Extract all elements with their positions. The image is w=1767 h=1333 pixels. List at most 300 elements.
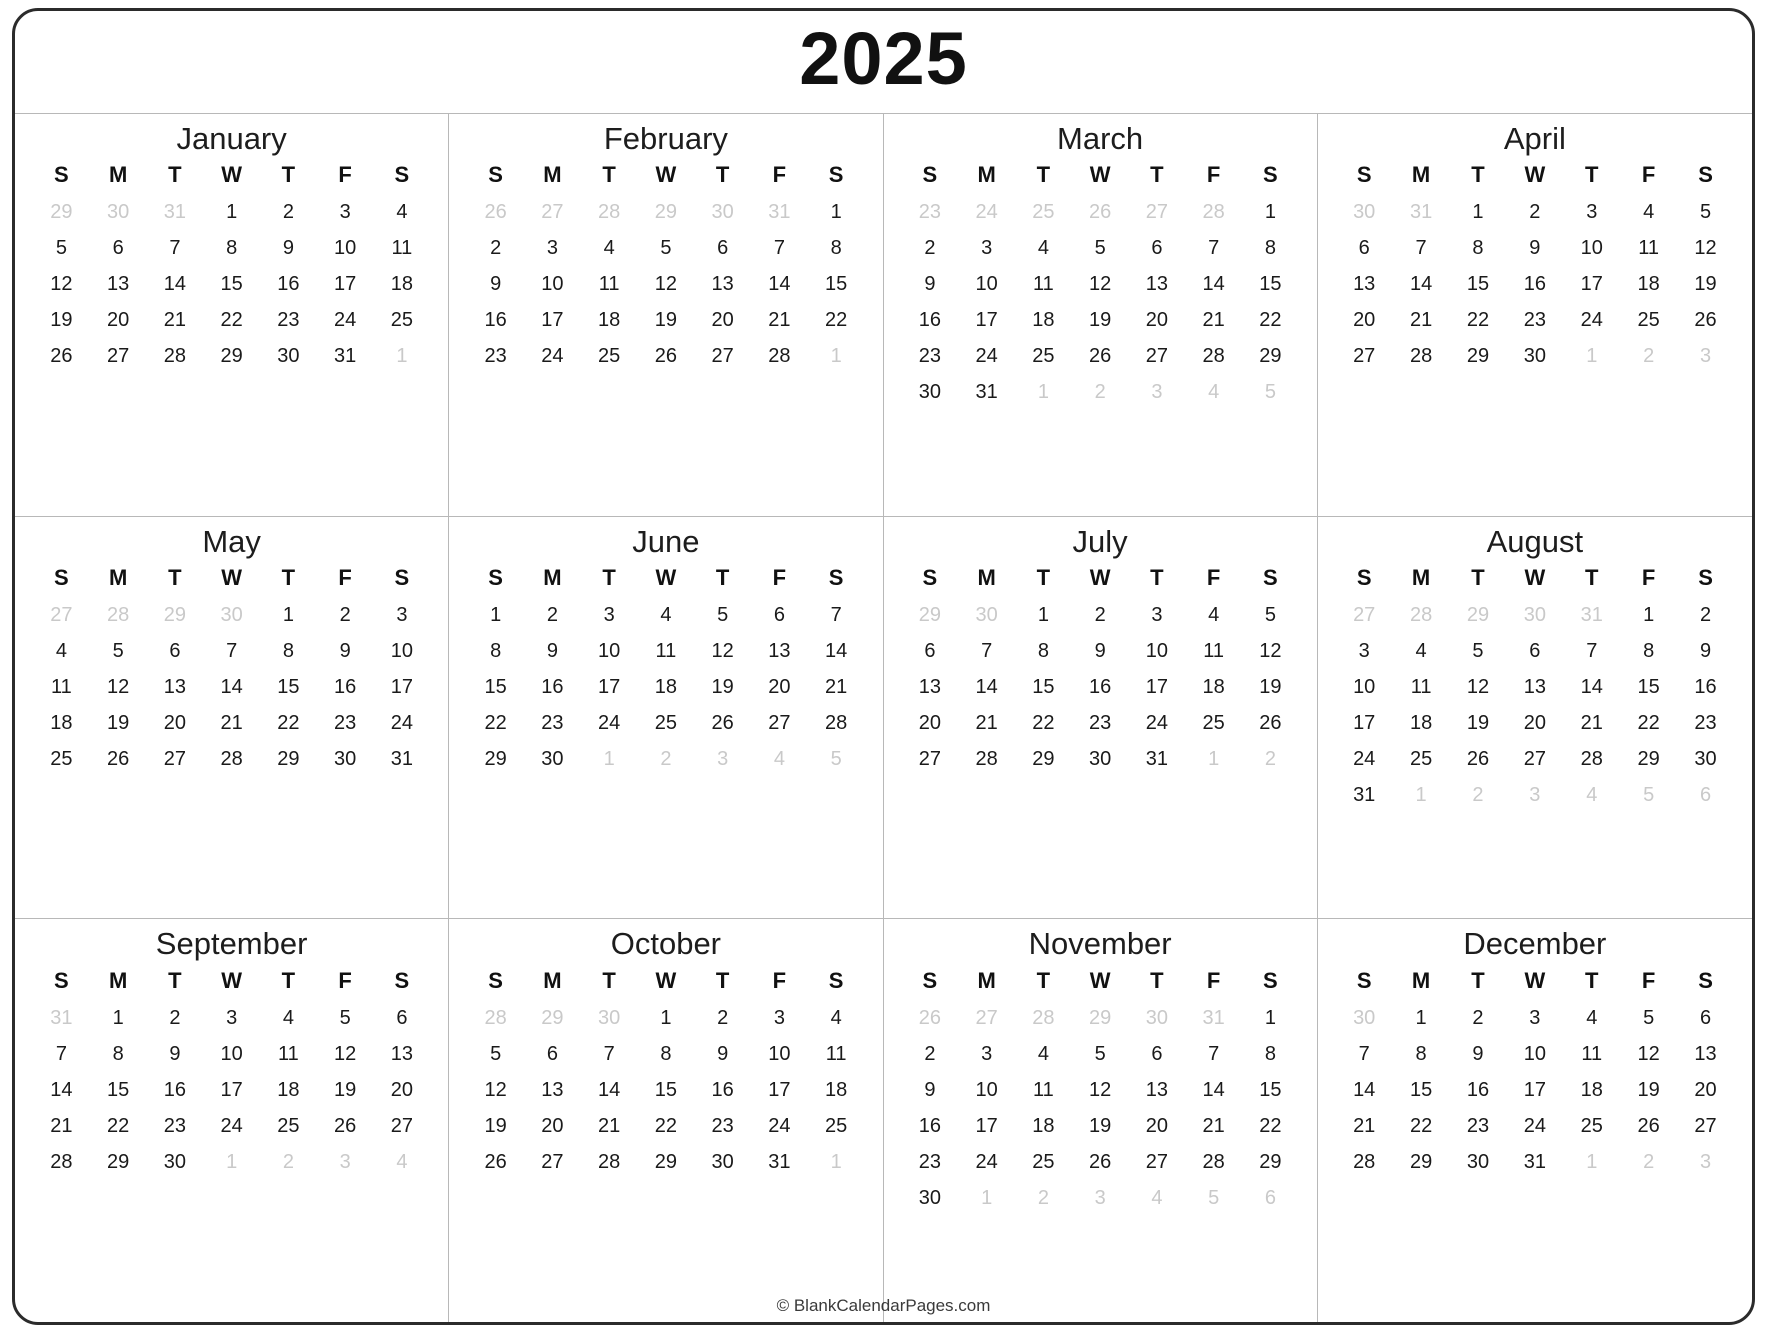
day-cell[interactable]: 24 (768, 1114, 791, 1137)
day-cell[interactable]: 10 (390, 639, 413, 662)
day-cell-adjacent-month[interactable]: 1 (981, 1186, 993, 1209)
day-cell-adjacent-month[interactable]: 1 (1415, 783, 1427, 806)
day-cell[interactable]: 12 (1694, 237, 1717, 260)
day-cell[interactable]: 14 (1202, 273, 1225, 296)
day-cell-adjacent-month[interactable]: 27 (50, 603, 73, 626)
day-cell-adjacent-month[interactable]: 4 (1208, 381, 1220, 404)
day-cell-adjacent-month[interactable]: 4 (773, 747, 785, 770)
day-cell-adjacent-month[interactable]: 27 (541, 201, 564, 224)
day-cell[interactable]: 21 (220, 711, 243, 734)
day-cell[interactable]: 26 (1694, 309, 1717, 332)
day-cell-adjacent-month[interactable]: 27 (975, 1006, 998, 1029)
day-cell[interactable]: 6 (396, 1006, 408, 1029)
day-cell[interactable]: 21 (1202, 309, 1225, 332)
day-cell[interactable]: 3 (546, 237, 558, 260)
day-cell[interactable]: 1 (490, 603, 502, 626)
day-cell[interactable]: 8 (1472, 237, 1484, 260)
day-cell-adjacent-month[interactable]: 30 (1523, 603, 1546, 626)
day-cell-adjacent-month[interactable]: 23 (918, 201, 941, 224)
day-cell-adjacent-month[interactable]: 30 (1353, 1006, 1376, 1029)
day-cell[interactable]: 10 (334, 237, 357, 260)
day-cell[interactable]: 24 (390, 711, 413, 734)
day-cell[interactable]: 2 (169, 1006, 181, 1029)
day-cell[interactable]: 26 (107, 747, 130, 770)
day-cell-adjacent-month[interactable]: 29 (654, 201, 677, 224)
day-cell-adjacent-month[interactable]: 28 (1032, 1006, 1055, 1029)
day-cell[interactable]: 6 (717, 237, 729, 260)
day-cell[interactable]: 23 (711, 1114, 734, 1137)
day-cell[interactable]: 26 (1259, 711, 1282, 734)
day-cell-adjacent-month[interactable]: 1 (1586, 1150, 1598, 1173)
day-cell[interactable]: 6 (1699, 1006, 1712, 1029)
day-cell[interactable]: 18 (390, 273, 413, 296)
day-cell[interactable]: 18 (1032, 309, 1055, 332)
day-cell[interactable]: 18 (1032, 1114, 1055, 1137)
day-cell[interactable]: 12 (654, 273, 677, 296)
day-cell[interactable]: 4 (396, 201, 408, 224)
day-cell[interactable]: 10 (541, 273, 564, 296)
day-cell[interactable]: 28 (1353, 1150, 1376, 1173)
day-cell-adjacent-month[interactable]: 1 (1586, 345, 1598, 368)
day-cell[interactable]: 4 (1037, 237, 1049, 260)
day-cell[interactable]: 23 (918, 345, 941, 368)
day-cell-adjacent-month[interactable]: 5 (1208, 1186, 1220, 1209)
day-cell[interactable]: 26 (1089, 1150, 1112, 1173)
day-cell[interactable]: 31 (390, 747, 413, 770)
day-cell-adjacent-month[interactable]: 29 (1089, 1006, 1112, 1029)
day-cell[interactable]: 22 (654, 1114, 677, 1137)
day-cell[interactable]: 15 (1409, 1078, 1433, 1101)
day-cell[interactable]: 22 (277, 711, 300, 734)
day-cell[interactable]: 29 (484, 747, 507, 770)
day-cell[interactable]: 1 (1264, 1006, 1276, 1029)
day-cell[interactable]: 28 (598, 1150, 621, 1173)
day-cell[interactable]: 18 (1637, 273, 1660, 296)
day-cell[interactable]: 22 (1259, 309, 1282, 332)
day-cell[interactable]: 14 (598, 1078, 621, 1101)
day-cell[interactable]: 18 (50, 711, 73, 734)
day-cell[interactable]: 4 (1208, 603, 1220, 626)
day-cell[interactable]: 29 (1032, 747, 1055, 770)
day-cell[interactable]: 26 (654, 345, 677, 368)
day-cell[interactable]: 30 (918, 1186, 941, 1209)
day-cell[interactable]: 23 (1089, 711, 1112, 734)
day-cell-adjacent-month[interactable]: 5 (1264, 381, 1276, 404)
day-cell[interactable]: 29 (1259, 345, 1282, 368)
day-cell[interactable]: 13 (163, 675, 186, 698)
day-cell[interactable]: 3 (981, 237, 993, 260)
day-cell[interactable]: 8 (830, 237, 842, 260)
day-cell[interactable]: 16 (1523, 273, 1546, 296)
day-cell[interactable]: 7 (169, 237, 181, 260)
day-cell[interactable]: 12 (50, 273, 73, 296)
day-cell[interactable]: 12 (1259, 639, 1282, 662)
day-cell-adjacent-month[interactable]: 30 (107, 201, 130, 224)
day-cell[interactable]: 6 (546, 1042, 558, 1065)
day-cell[interactable]: 22 (220, 309, 243, 332)
day-cell[interactable]: 24 (975, 345, 998, 368)
day-cell[interactable]: 9 (924, 273, 936, 296)
day-cell[interactable]: 29 (654, 1150, 677, 1173)
day-cell[interactable]: 20 (107, 309, 130, 332)
day-cell[interactable]: 17 (975, 309, 998, 332)
day-cell-adjacent-month[interactable]: 2 (282, 1150, 294, 1173)
day-cell[interactable]: 1 (112, 1006, 124, 1029)
day-cell[interactable]: 2 (1699, 603, 1712, 626)
day-cell[interactable]: 13 (1145, 1078, 1168, 1101)
day-cell[interactable]: 18 (654, 675, 677, 698)
day-cell[interactable]: 24 (541, 345, 564, 368)
day-cell[interactable]: 8 (490, 639, 502, 662)
day-cell-adjacent-month[interactable]: 5 (830, 747, 842, 770)
day-cell[interactable]: 17 (541, 309, 564, 332)
day-cell-adjacent-month[interactable]: 27 (1145, 201, 1168, 224)
day-cell[interactable]: 23 (918, 1150, 941, 1173)
day-cell[interactable]: 29 (107, 1150, 130, 1173)
day-cell[interactable]: 5 (1472, 639, 1484, 662)
day-cell[interactable]: 24 (598, 711, 621, 734)
day-cell[interactable]: 5 (112, 639, 124, 662)
day-cell[interactable]: 22 (825, 309, 848, 332)
day-cell[interactable]: 9 (282, 237, 294, 260)
day-cell[interactable]: 18 (277, 1078, 300, 1101)
day-cell[interactable]: 3 (773, 1006, 785, 1029)
day-cell[interactable]: 3 (1586, 201, 1598, 224)
day-cell[interactable]: 7 (830, 603, 842, 626)
day-cell[interactable]: 27 (107, 345, 130, 368)
day-cell[interactable]: 30 (163, 1150, 186, 1173)
day-cell-adjacent-month[interactable]: 28 (484, 1006, 507, 1029)
day-cell[interactable]: 2 (717, 1006, 729, 1029)
day-cell[interactable]: 20 (1694, 1078, 1717, 1101)
day-cell[interactable]: 20 (390, 1078, 413, 1101)
day-cell[interactable]: 16 (1694, 675, 1717, 698)
day-cell[interactable]: 27 (163, 747, 186, 770)
day-cell[interactable]: 11 (655, 639, 677, 662)
day-cell-adjacent-month[interactable]: 24 (975, 201, 998, 224)
day-cell[interactable]: 9 (1472, 1042, 1484, 1065)
day-cell[interactable]: 12 (107, 675, 130, 698)
day-cell-adjacent-month[interactable]: 3 (717, 747, 729, 770)
day-cell[interactable]: 15 (1259, 273, 1282, 296)
day-cell[interactable]: 11 (598, 273, 620, 296)
day-cell[interactable]: 3 (981, 1042, 993, 1065)
day-cell[interactable]: 1 (830, 201, 842, 224)
day-cell-adjacent-month[interactable]: 6 (1699, 783, 1712, 806)
day-cell[interactable]: 25 (277, 1114, 300, 1137)
day-cell[interactable]: 7 (1358, 1042, 1370, 1065)
day-cell[interactable]: 9 (1094, 639, 1106, 662)
day-cell[interactable]: 21 (768, 309, 791, 332)
day-cell[interactable]: 14 (768, 273, 791, 296)
day-cell[interactable]: 19 (1694, 273, 1717, 296)
day-cell[interactable]: 9 (924, 1078, 936, 1101)
day-cell[interactable]: 16 (484, 309, 507, 332)
day-cell[interactable]: 8 (112, 1042, 124, 1065)
day-cell[interactable]: 10 (220, 1042, 243, 1065)
day-cell[interactable]: 27 (1353, 345, 1376, 368)
day-cell-adjacent-month[interactable]: 2 (1643, 345, 1655, 368)
day-cell[interactable]: 21 (163, 309, 186, 332)
day-cell[interactable]: 23 (1694, 711, 1717, 734)
day-cell-adjacent-month[interactable]: 6 (1264, 1186, 1276, 1209)
day-cell[interactable]: 1 (660, 1006, 672, 1029)
day-cell-adjacent-month[interactable]: 3 (1699, 345, 1712, 368)
day-cell[interactable]: 4 (830, 1006, 842, 1029)
day-cell[interactable]: 5 (1643, 1006, 1655, 1029)
day-cell[interactable]: 22 (484, 711, 507, 734)
day-cell[interactable]: 31 (334, 345, 357, 368)
day-cell-adjacent-month[interactable]: 1 (603, 747, 615, 770)
day-cell[interactable]: 16 (277, 273, 300, 296)
day-cell[interactable]: 24 (1523, 1114, 1546, 1137)
day-cell[interactable]: 4 (1415, 639, 1427, 662)
day-cell[interactable]: 19 (1259, 675, 1282, 698)
day-cell[interactable]: 14 (163, 273, 186, 296)
day-cell-adjacent-month[interactable]: 4 (1586, 783, 1598, 806)
day-cell[interactable]: 22 (107, 1114, 130, 1137)
day-cell[interactable]: 8 (660, 1042, 672, 1065)
day-cell[interactable]: 10 (1145, 639, 1168, 662)
day-cell[interactable]: 12 (1089, 1078, 1112, 1101)
day-cell-adjacent-month[interactable]: 30 (598, 1006, 621, 1029)
day-cell[interactable]: 2 (1529, 201, 1541, 224)
day-cell[interactable]: 17 (220, 1078, 243, 1101)
day-cell[interactable]: 11 (1581, 1042, 1603, 1065)
day-cell[interactable]: 17 (975, 1114, 998, 1137)
day-cell[interactable]: 16 (918, 309, 941, 332)
day-cell[interactable]: 10 (1353, 675, 1376, 698)
day-cell[interactable]: 19 (50, 309, 73, 332)
day-cell[interactable]: 29 (220, 345, 243, 368)
day-cell[interactable]: 22 (1637, 711, 1660, 734)
day-cell[interactable]: 5 (490, 1042, 502, 1065)
day-cell[interactable]: 17 (598, 675, 621, 698)
day-cell[interactable]: 18 (1202, 675, 1225, 698)
day-cell-adjacent-month[interactable]: 29 (541, 1006, 564, 1029)
day-cell[interactable]: 3 (226, 1006, 238, 1029)
day-cell[interactable]: 18 (825, 1078, 848, 1101)
day-cell[interactable]: 17 (1353, 711, 1376, 734)
day-cell[interactable]: 26 (50, 345, 73, 368)
day-cell[interactable]: 14 (1353, 1078, 1376, 1101)
day-cell[interactable]: 25 (1637, 309, 1660, 332)
day-cell[interactable]: 19 (1089, 309, 1112, 332)
day-cell[interactable]: 30 (1466, 1150, 1490, 1173)
day-cell-adjacent-month[interactable]: 30 (220, 603, 243, 626)
day-cell[interactable]: 8 (226, 237, 238, 260)
day-cell[interactable]: 24 (1145, 711, 1168, 734)
day-cell[interactable]: 29 (277, 747, 300, 770)
day-cell[interactable]: 23 (277, 309, 300, 332)
day-cell[interactable]: 9 (1699, 639, 1712, 662)
day-cell[interactable]: 23 (541, 711, 564, 734)
day-cell[interactable]: 4 (603, 237, 615, 260)
day-cell[interactable]: 20 (768, 675, 791, 698)
day-cell[interactable]: 25 (1202, 711, 1225, 734)
day-cell-adjacent-month[interactable]: 1 (830, 1150, 842, 1173)
day-cell[interactable]: 26 (1089, 345, 1112, 368)
day-cell[interactable]: 17 (334, 273, 357, 296)
day-cell[interactable]: 3 (339, 201, 351, 224)
day-cell[interactable]: 14 (1202, 1078, 1225, 1101)
day-cell[interactable]: 19 (484, 1114, 507, 1137)
day-cell[interactable]: 6 (773, 603, 785, 626)
day-cell[interactable]: 19 (1466, 711, 1490, 734)
day-cell[interactable]: 20 (1145, 1114, 1168, 1137)
day-cell[interactable]: 28 (768, 345, 791, 368)
day-cell-adjacent-month[interactable]: 30 (975, 603, 998, 626)
day-cell[interactable]: 20 (711, 309, 734, 332)
day-cell[interactable]: 2 (924, 1042, 936, 1065)
day-cell[interactable]: 30 (711, 1150, 734, 1173)
day-cell[interactable]: 10 (768, 1042, 791, 1065)
day-cell[interactable]: 25 (50, 747, 73, 770)
day-cell[interactable]: 13 (1523, 675, 1546, 698)
day-cell[interactable]: 4 (1643, 201, 1655, 224)
day-cell[interactable]: 8 (1264, 1042, 1276, 1065)
day-cell[interactable]: 8 (282, 639, 294, 662)
day-cell[interactable]: 6 (1151, 237, 1163, 260)
day-cell[interactable]: 29 (1637, 747, 1660, 770)
day-cell-adjacent-month[interactable]: 28 (1409, 603, 1433, 626)
day-cell[interactable]: 26 (334, 1114, 357, 1137)
day-cell[interactable]: 9 (717, 1042, 729, 1065)
day-cell[interactable]: 31 (1353, 783, 1376, 806)
day-cell[interactable]: 17 (1145, 675, 1168, 698)
day-cell[interactable]: 6 (924, 639, 936, 662)
day-cell[interactable]: 19 (711, 675, 734, 698)
day-cell[interactable]: 13 (1694, 1042, 1717, 1065)
day-cell[interactable]: 12 (1637, 1042, 1660, 1065)
day-cell[interactable]: 9 (1529, 237, 1541, 260)
day-cell[interactable]: 10 (1580, 237, 1603, 260)
day-cell[interactable]: 4 (55, 639, 67, 662)
day-cell[interactable]: 21 (50, 1114, 73, 1137)
day-cell[interactable]: 28 (1580, 747, 1603, 770)
day-cell[interactable]: 6 (1151, 1042, 1163, 1065)
day-cell[interactable]: 21 (975, 711, 998, 734)
day-cell[interactable]: 25 (1409, 747, 1433, 770)
day-cell[interactable]: 26 (1637, 1114, 1660, 1137)
day-cell-adjacent-month[interactable]: 30 (1145, 1006, 1168, 1029)
day-cell-adjacent-month[interactable]: 28 (598, 201, 621, 224)
day-cell[interactable]: 15 (654, 1078, 677, 1101)
day-cell[interactable]: 3 (1358, 639, 1370, 662)
day-cell[interactable]: 24 (334, 309, 357, 332)
day-cell-adjacent-month[interactable]: 31 (768, 201, 791, 224)
day-cell[interactable]: 22 (1259, 1114, 1282, 1137)
day-cell[interactable]: 10 (975, 1078, 998, 1101)
day-cell[interactable]: 14 (1409, 273, 1433, 296)
day-cell[interactable]: 21 (598, 1114, 621, 1137)
day-cell[interactable]: 9 (546, 639, 558, 662)
day-cell-adjacent-month[interactable]: 2 (1094, 381, 1106, 404)
day-cell[interactable]: 25 (654, 711, 677, 734)
day-cell[interactable]: 13 (390, 1042, 413, 1065)
day-cell[interactable]: 10 (975, 273, 998, 296)
day-cell[interactable]: 23 (1523, 309, 1546, 332)
day-cell[interactable]: 15 (220, 273, 243, 296)
day-cell[interactable]: 12 (334, 1042, 357, 1065)
day-cell-adjacent-month[interactable]: 31 (1409, 201, 1433, 224)
day-cell[interactable]: 6 (1358, 237, 1370, 260)
day-cell[interactable]: 1 (282, 603, 294, 626)
day-cell[interactable]: 25 (825, 1114, 848, 1137)
day-cell[interactable]: 15 (1466, 273, 1490, 296)
day-cell[interactable]: 1 (1264, 201, 1276, 224)
day-cell[interactable]: 14 (825, 639, 848, 662)
day-cell-adjacent-month[interactable]: 2 (1643, 1150, 1655, 1173)
day-cell-adjacent-month[interactable]: 31 (1580, 603, 1603, 626)
day-cell-adjacent-month[interactable]: 26 (1089, 201, 1112, 224)
day-cell[interactable]: 6 (1529, 639, 1541, 662)
day-cell[interactable]: 23 (163, 1114, 186, 1137)
day-cell[interactable]: 25 (1580, 1114, 1603, 1137)
day-cell-adjacent-month[interactable]: 29 (1466, 603, 1490, 626)
day-cell-adjacent-month[interactable]: 26 (918, 1006, 941, 1029)
day-cell[interactable]: 7 (1586, 639, 1598, 662)
day-cell[interactable]: 14 (220, 675, 243, 698)
day-cell[interactable]: 25 (1032, 1150, 1055, 1173)
day-cell[interactable]: 9 (169, 1042, 181, 1065)
day-cell[interactable]: 31 (1523, 1150, 1546, 1173)
day-cell[interactable]: 9 (339, 639, 351, 662)
day-cell[interactable]: 29 (1259, 1150, 1282, 1173)
day-cell-adjacent-month[interactable]: 31 (50, 1006, 73, 1029)
day-cell-adjacent-month[interactable]: 2 (660, 747, 672, 770)
day-cell[interactable]: 27 (1145, 345, 1168, 368)
day-cell-adjacent-month[interactable]: 1 (1208, 747, 1220, 770)
day-cell[interactable]: 27 (390, 1114, 413, 1137)
day-cell-adjacent-month[interactable]: 31 (1202, 1006, 1225, 1029)
day-cell-adjacent-month[interactable]: 27 (1353, 603, 1376, 626)
day-cell[interactable]: 31 (975, 381, 998, 404)
day-cell[interactable]: 2 (1472, 1006, 1484, 1029)
day-cell[interactable]: 12 (484, 1078, 507, 1101)
day-cell[interactable]: 11 (277, 1042, 299, 1065)
day-cell[interactable]: 21 (825, 675, 848, 698)
day-cell-adjacent-month[interactable]: 4 (1151, 1186, 1163, 1209)
day-cell[interactable]: 7 (1208, 1042, 1220, 1065)
day-cell[interactable]: 5 (55, 237, 67, 260)
day-cell-adjacent-month[interactable]: 29 (50, 201, 73, 224)
day-cell[interactable]: 9 (490, 273, 502, 296)
day-cell-adjacent-month[interactable]: 2 (1472, 783, 1484, 806)
day-cell[interactable]: 1 (226, 201, 238, 224)
day-cell[interactable]: 4 (1037, 1042, 1049, 1065)
day-cell[interactable]: 5 (1264, 603, 1276, 626)
day-cell[interactable]: 20 (541, 1114, 564, 1137)
day-cell-adjacent-month[interactable]: 3 (1094, 1186, 1106, 1209)
day-cell[interactable]: 27 (1694, 1114, 1717, 1137)
day-cell[interactable]: 15 (1032, 675, 1055, 698)
day-cell[interactable]: 15 (277, 675, 300, 698)
day-cell[interactable]: 27 (768, 711, 791, 734)
day-cell[interactable]: 23 (1466, 1114, 1490, 1137)
day-cell[interactable]: 30 (1523, 345, 1546, 368)
day-cell[interactable]: 15 (107, 1078, 130, 1101)
day-cell[interactable]: 7 (1208, 237, 1220, 260)
day-cell-adjacent-month[interactable]: 1 (226, 1150, 238, 1173)
day-cell[interactable]: 14 (1580, 675, 1603, 698)
day-cell[interactable]: 15 (1259, 1078, 1282, 1101)
day-cell[interactable]: 16 (1466, 1078, 1490, 1101)
day-cell[interactable]: 7 (773, 237, 785, 260)
day-cell[interactable]: 24 (1580, 309, 1603, 332)
day-cell[interactable]: 25 (598, 345, 621, 368)
day-cell[interactable]: 22 (1466, 309, 1490, 332)
